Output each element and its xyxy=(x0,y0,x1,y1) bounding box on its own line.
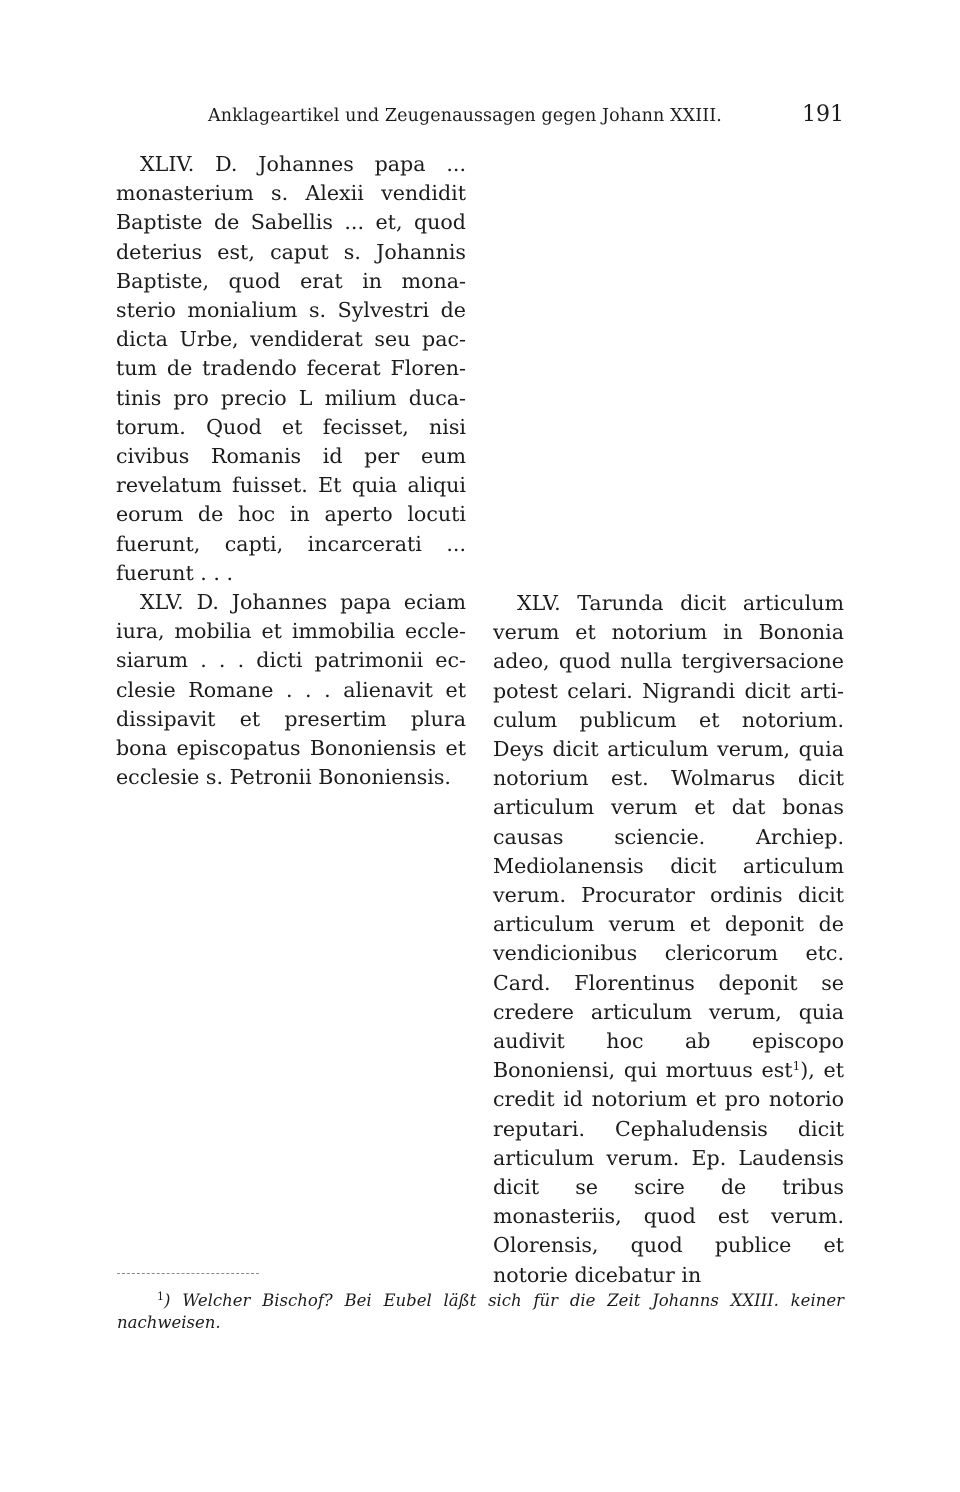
page-number: 191 xyxy=(802,102,844,127)
running-header xyxy=(208,102,844,140)
article-45-left-text: XLV. D. Johannes papa eciam iura, mobilia et immobilia ecclesiarum . . . dicti patrimonii ecclesie Romane . . . alienavit et dissipavit et presertim plura bona episcopatus Bononiensis et ecclesie s. Petronii Bononiensis. xyxy=(116,590,466,790)
testimony-text-part-1: XLV. Tarunda dicit articulum verum et notorium in Bononia adeo, quod nulla tergiversacione potest celari. Nigrandi dicit articulum publicum et notorium. Deys dicit articulum verum, quia notorium est. Wolmarus dicit articulum verum et dat bonas causas sciencie. Archiep. Mediolanensis dicit articulum verum. Procurator ordinis dicit articulum verum et deponit de vendicionibus clericorum etc. Card. Florentinus deponit se credere articulum verum, quia audivit hoc ab episcopo Bononiensi, qui mortuus est xyxy=(493,591,844,1083)
right-column xyxy=(493,589,844,1290)
article-45-testimony xyxy=(493,589,844,1290)
footnote-divider xyxy=(117,1273,259,1274)
running-title: Anklageartikel und Zeugenaussagen gegen Johann XXIII. xyxy=(208,106,722,126)
footnote-marker: 1 xyxy=(157,1290,164,1303)
article-44-text: XLIV. D. Johannes papa ... monasterium s. Alexii vendidit Baptiste de Sabellis ... et, quod deterius est, caput s. Johannis Baptiste, quod erat in monasterio monialium s. Sylvestri de dicta Urbe, vendiderat seu pactum de tradendo fecerat Florentinis pro precio L milium ducatorum. Quod et fecisset, nisi civibus Romanis id per eum revelatum fuisset. Et quia aliqui eorum de hoc in aperto locuti fuerunt, capti, incarcerati ... fuerunt . . . xyxy=(116,152,466,585)
footnote-reference: 1 xyxy=(792,1059,801,1074)
testimony-text-part-2: ), et credit id notorium et pro notorio reputari. Cephaludensis dicit articulum verum. Ep. Laudensis dicit se scire de tribus monasteriis, quod est verum. Olorensis, quod publice et notorie dicebatur in xyxy=(493,1058,844,1287)
left-column xyxy=(116,150,466,792)
footnote xyxy=(117,1286,844,1334)
footnote-text: ) Welcher Bischof? Bei Eubel läßt sich für die Zeit Johanns XXIII. keiner nachweisen. xyxy=(117,1291,844,1332)
